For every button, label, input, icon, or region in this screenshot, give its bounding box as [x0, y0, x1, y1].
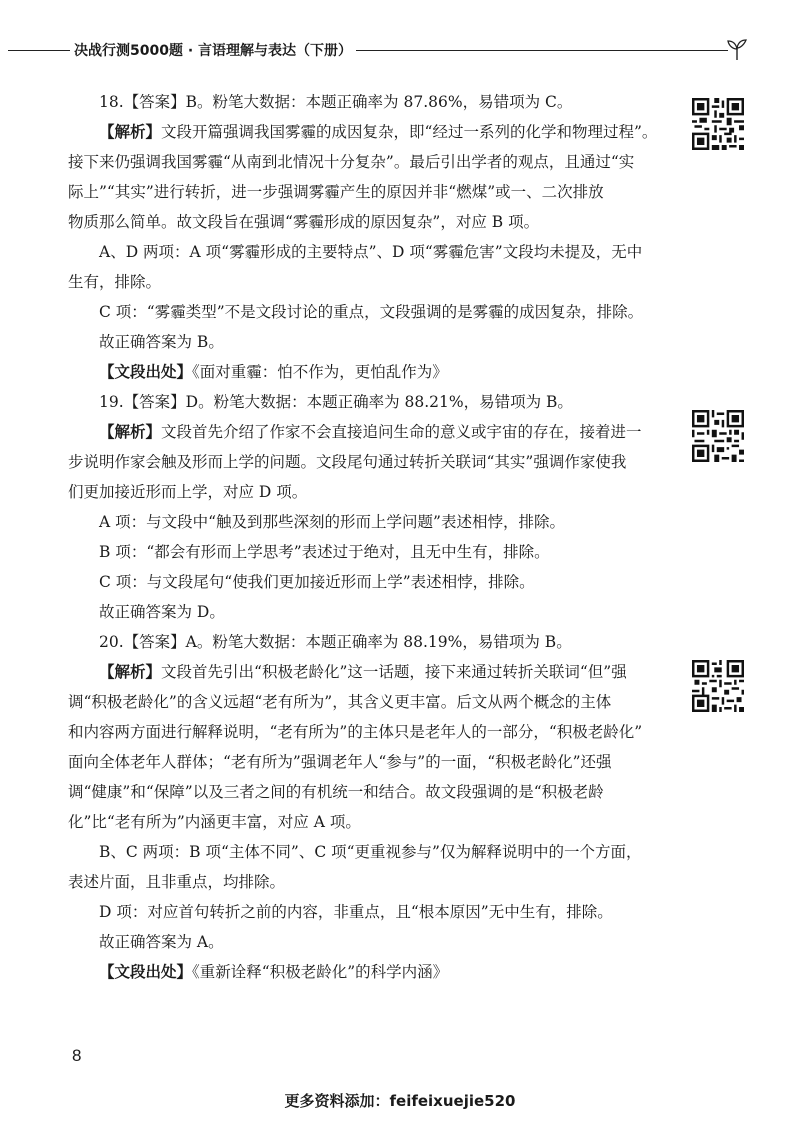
header-rule-left: [8, 50, 70, 51]
text-line: 【文段出处】《重新诠释“积极老龄化”的科学内涵》: [99, 963, 449, 981]
answer-explanations: [68, 87, 664, 987]
text-line: C 项：与文段尾句“使我们更加接近形而上学”表述相悖，排除。: [99, 573, 535, 591]
text-line: 20.【答案】A。粉笔大数据：本题正确率为 88.19%，易错项为 B。: [99, 633, 572, 651]
text-line: 故正确答案为 B。: [99, 333, 224, 351]
text-line: 【解析】文段首先引出“积极老龄化”这一话题，接下来通过转折关联词“但”强: [99, 663, 627, 681]
text-line: A 项：与文段中“触及到那些深刻的形而上学问题”表述相悖，排除。: [99, 513, 565, 531]
text-line: 们更加接近形而上学，对应 D 项。: [68, 483, 308, 501]
text-line: 接下来仍强调我国雾霾“从南到北情况十分复杂”。最后引出学者的观点，且通过“实: [68, 153, 635, 171]
text-line: 调“健康”和“保障”以及三者之间的有机统一和结合。故文段强调的是“积极老龄: [68, 783, 604, 801]
text-line: 调“积极老龄化”的含义远超“老有所为”，其含义更丰富。后文从两个概念的主体: [68, 693, 612, 711]
text-line: 18.【答案】B。粉笔大数据：本题正确率为 87.86%，易错项为 C。: [99, 93, 573, 111]
text-line: 故正确答案为 D。: [99, 603, 225, 621]
section-tag: 【解析】: [99, 423, 162, 441]
text-line: D 项：对应首句转折之前的内容，非重点，且“根本原因”无中生有，排除。: [99, 903, 613, 921]
running-header: [0, 36, 800, 70]
text-line: 物质那么简单。故文段旨在强调“雾霾形成的原因复杂”，对应 B 项。: [68, 213, 540, 231]
text-line: 和内容两方面进行解释说明，“老有所为”的主体只是老年人的一部分，“积极老龄化”: [68, 723, 643, 741]
book-title: 决战行测5000题 · 言语理解与表达（下册）: [74, 43, 353, 59]
text-line: 19.【答案】D。粉笔大数据：本题正确率为 88.21%，易错项为 B。: [99, 393, 573, 411]
text-line: 步说明作家会触及形而上学的问题。文段尾句通过转折关联词“其实”强调作家使我: [68, 453, 627, 471]
section-tag: 【解析】: [99, 663, 162, 681]
footer-note: 更多资料添加：feifeixuejie520: [284, 1092, 516, 1110]
text-line: 【文段出处】《面对重霾：怕不作为，更怕乱作为》: [99, 363, 448, 381]
section-tag: 【文段出处】: [99, 363, 193, 381]
text-line: 表述片面，且非重点，均排除。: [68, 873, 286, 891]
qr-code-icon[interactable]: [692, 410, 744, 462]
text-line: B、C 两项：B 项“主体不同”、C 项“更重视参与”仅为解释说明中的一个方面，: [99, 843, 642, 861]
text-line: 化”比“老有所为”内涵更丰富，对应 A 项。: [68, 813, 361, 831]
qr-code-icon[interactable]: [692, 98, 744, 150]
text-line: 际上”“其实”进行转折，进一步强调雾霾产生的原因并非“燃煤”或一、二次排放: [68, 183, 604, 201]
text-line: 【解析】文段首先介绍了作家不会直接追问生命的意义或宇宙的存在，接着进一: [99, 423, 642, 441]
text-line: 【解析】文段开篇强调我国雾霾的成因复杂，即“经过一系列的化学和物理过程”。: [99, 123, 658, 141]
qr-code-icon[interactable]: [692, 660, 744, 712]
text-line: 生有，排除。: [68, 273, 162, 291]
page-number: 8: [72, 1046, 82, 1065]
section-tag: 【文段出处】: [99, 963, 193, 981]
sprout-icon: [724, 36, 750, 62]
text-line: A、D 两项：A 项“雾霾形成的主要特点”、D 项“雾霾危害”文段均未提及，无中: [99, 243, 643, 261]
section-tag: 【解析】: [99, 123, 162, 141]
text-line: 面向全体老年人群体；“老有所为”强调老年人“参与”的一面，“积极老龄化”还强: [68, 753, 612, 771]
header-rule-right: [356, 50, 728, 51]
text-line: 故正确答案为 A。: [99, 933, 224, 951]
text-line: C 项：“雾霾类型”不是文段讨论的重点，文段强调的是雾霾的成因复杂，排除。: [99, 303, 644, 321]
text-line: B 项：“都会有形而上学思考”表述过于绝对，且无中生有，排除。: [99, 543, 550, 561]
